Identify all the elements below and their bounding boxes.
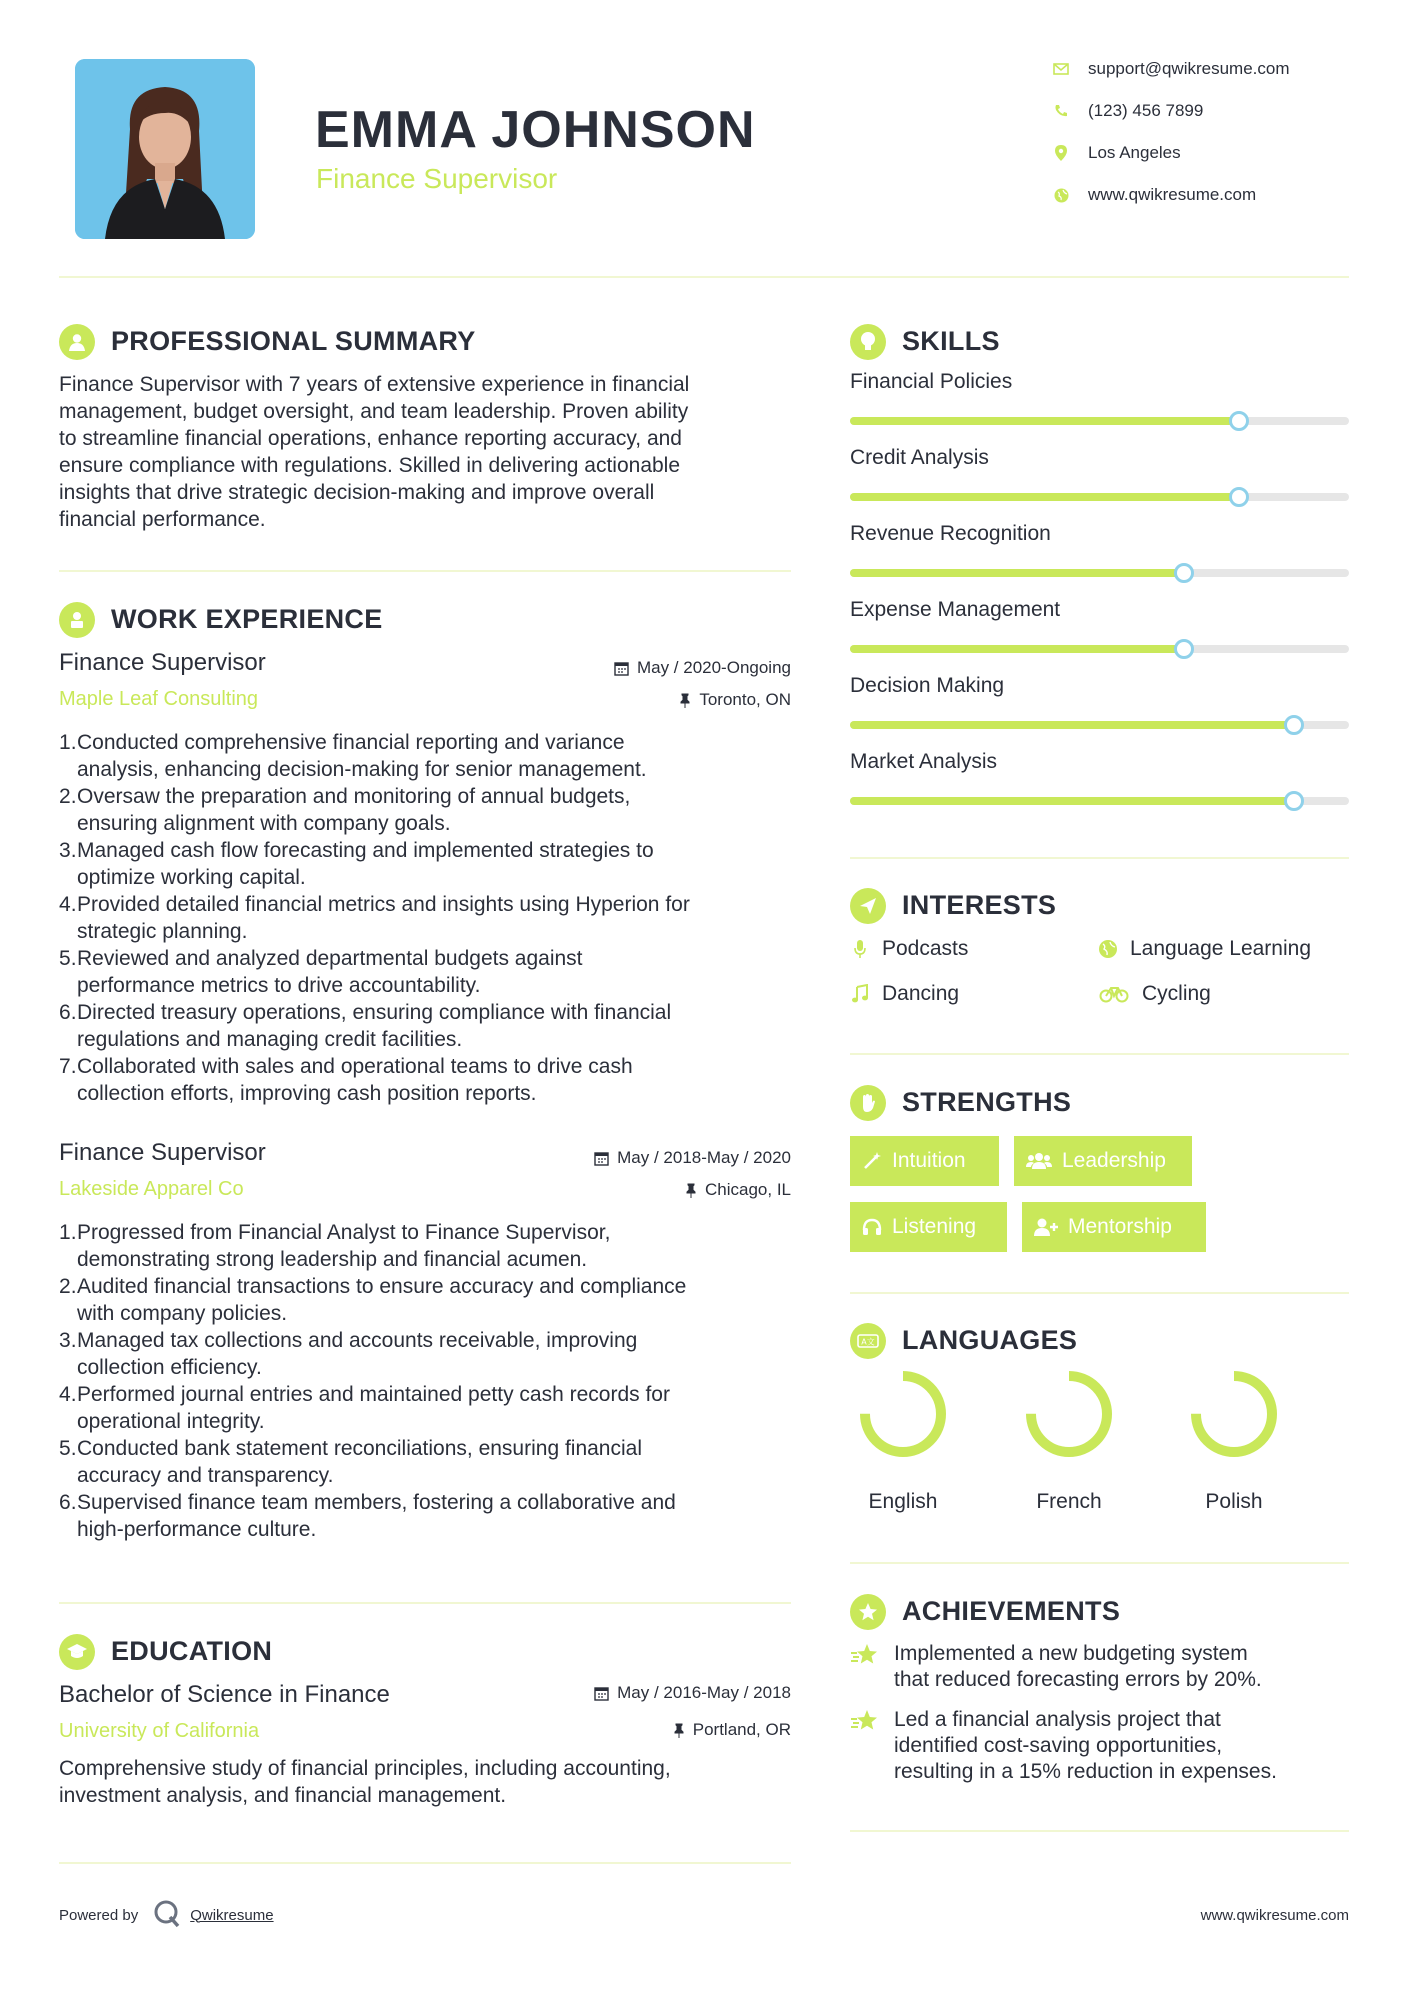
skill-bar	[850, 493, 1349, 501]
interests-heading: INTERESTS	[902, 890, 1057, 920]
list-item: Managed cash flow forecasting and implemented strategies to optimize working capital.	[77, 839, 654, 889]
list-item: Collaborated with sales and operational teams to drive cash collection efforts, improving cash position reports.	[77, 1055, 633, 1105]
education-location: Portland, OR	[500, 1720, 791, 1740]
skill-label: Market Analysis	[850, 750, 998, 773]
bicycle-icon	[1098, 983, 1130, 1005]
qwikresume-logo-icon	[152, 1898, 182, 1932]
interest-item: Dancing	[850, 982, 959, 1006]
education-description: Comprehensive study of financial principles, including accounting, investment analysis, and financial management.	[59, 1757, 671, 1807]
languages-heading: LANGUAGES	[902, 1325, 1078, 1355]
qwikresume-link[interactable]: Qwikresume	[190, 1906, 274, 1924]
list-item: Directed treasury operations, ensuring compliance with financial regulations and managing credit facilities.	[77, 1001, 672, 1051]
job-date: May / 2020-Ongoing	[500, 658, 791, 678]
headphones-icon	[862, 1218, 882, 1236]
footer-powered-by: Powered by Qwikresume	[59, 1898, 274, 1932]
footer-website[interactable]: www.qwikresume.com	[1200, 1907, 1349, 1924]
job-location: Toronto, ON	[500, 690, 791, 710]
lightbulb-icon	[850, 324, 886, 360]
skill-label: Expense Management	[850, 598, 1061, 621]
interest-item: Cycling	[1098, 982, 1211, 1006]
skill-bar-fill	[850, 645, 1184, 653]
section-divider	[59, 570, 791, 572]
contact-phone[interactable]: (123) 456 7899	[1050, 98, 1350, 124]
interest-item: Language Learning	[1098, 937, 1311, 961]
strengths-heading: STRENGTHS	[902, 1087, 1072, 1117]
envelope-icon	[1050, 59, 1072, 79]
list-item: Audited financial transactions to ensure accuracy and compliance with company policies.	[77, 1275, 687, 1325]
language-ring-arc	[1031, 1376, 1107, 1452]
list-item: Progressed from Financial Analyst to Finance Supervisor, demonstrating strong leadership and financial acumen.	[77, 1221, 611, 1271]
pushpin-icon	[685, 1183, 697, 1198]
calendar-icon	[614, 661, 629, 676]
school-name: University of California	[59, 1720, 260, 1742]
list-item: Reviewed and analyzed departmental budgets against performance metrics to drive accountability.	[77, 947, 583, 997]
skill-bar-fill	[850, 797, 1294, 805]
skill-bar-fill	[850, 417, 1239, 425]
language-ring	[1019, 1364, 1119, 1464]
section-divider	[850, 857, 1349, 859]
skill-bar-knob	[1284, 791, 1304, 811]
skill-label: Decision Making	[850, 674, 1005, 697]
star-icon	[850, 1641, 880, 1693]
star-icon	[850, 1707, 880, 1785]
calendar-icon	[594, 1686, 609, 1701]
section-divider	[850, 1562, 1349, 1564]
globe-icon	[1050, 185, 1072, 205]
language-ring	[853, 1364, 953, 1464]
skill-bar	[850, 721, 1349, 729]
strength-tag: Mentorship	[1022, 1202, 1206, 1252]
contact-website[interactable]: www.qwikresume.com	[1050, 182, 1350, 208]
language-ring-arc	[865, 1376, 941, 1452]
calendar-icon	[594, 1151, 609, 1166]
briefcase-icon	[59, 602, 95, 638]
skill-label: Revenue Recognition	[850, 522, 1051, 545]
language-label: English	[868, 1490, 938, 1513]
job-title: Finance Supervisor	[59, 649, 266, 676]
job-company: Maple Leaf Consulting	[59, 688, 259, 710]
list-item: Conducted bank statement reconciliations, ensuring financial accuracy and transparency.	[77, 1437, 643, 1487]
star-badge-icon	[850, 1594, 886, 1630]
list-item: Supervised finance team members, fostering a collaborative and high-performance culture.	[77, 1491, 676, 1541]
svg-text:A文: A文	[861, 1337, 875, 1347]
skill-bar	[850, 645, 1349, 653]
skill-bar-knob	[1229, 411, 1249, 431]
degree-title: Bachelor of Science in Finance	[59, 1681, 390, 1708]
summary-heading: PROFESSIONAL SUMMARY	[111, 326, 476, 356]
candidate-title: Finance Supervisor	[316, 163, 558, 194]
skill-bar	[850, 417, 1349, 425]
skill-label: Credit Analysis	[850, 446, 989, 469]
work-heading: WORK EXPERIENCE	[111, 604, 383, 634]
translate-icon	[850, 1323, 886, 1359]
section-divider	[850, 1830, 1349, 1832]
skills-heading: SKILLS	[902, 326, 1000, 356]
skill-bar	[850, 569, 1349, 577]
list-item: Oversaw the preparation and monitoring of annual budgets, ensuring alignment with company goals.	[77, 785, 631, 835]
list-item: Managed tax collections and accounts receivable, improving collection efficiency.	[77, 1329, 638, 1379]
section-divider	[850, 1292, 1349, 1294]
skill-bar-knob	[1229, 487, 1249, 507]
summary-text: Finance Supervisor with 7 years of extensive experience in financial management, budget oversight, and team leadership. Proven ability to streamline financial operations, enhance reporting accuracy, and ensure compliance with regulations. Skilled in delivering actionable insights that drive strategic decision-making and improve overall financial performance.	[59, 373, 690, 531]
profile-photo	[75, 59, 255, 239]
skill-bar-fill	[850, 569, 1184, 577]
hand-icon	[850, 1085, 886, 1121]
interest-item: Podcasts	[850, 937, 968, 961]
job-date: May / 2018-May / 2020	[500, 1148, 791, 1168]
user-icon	[59, 324, 95, 360]
user-plus-icon	[1034, 1217, 1058, 1237]
list-item: Provided detailed financial metrics and insights using Hyperion for strategic planning.	[77, 893, 690, 943]
music-note-icon	[850, 983, 870, 1005]
microphone-icon	[850, 938, 870, 960]
phone-icon	[1050, 101, 1072, 121]
skill-bar	[850, 797, 1349, 805]
candidate-name: EMMA JOHNSON	[315, 101, 756, 159]
users-icon	[1026, 1151, 1052, 1171]
pushpin-icon	[679, 693, 691, 708]
pushpin-icon	[673, 1723, 685, 1738]
contact-email[interactable]: support@qwikresume.com	[1050, 56, 1350, 82]
job-bullets	[59, 729, 817, 1107]
strength-tag: Intuition	[850, 1136, 999, 1186]
skill-bar-knob	[1284, 715, 1304, 735]
globe-icon	[1098, 938, 1118, 960]
header-divider	[59, 276, 1349, 278]
skill-label: Financial Policies	[850, 370, 1013, 393]
job-bullets	[59, 1219, 817, 1543]
contact-location: Los Angeles	[1050, 140, 1350, 166]
language-ring	[1184, 1364, 1284, 1464]
footer-divider	[59, 1862, 791, 1864]
skill-bar-knob	[1174, 639, 1194, 659]
skill-bar-knob	[1174, 563, 1194, 583]
education-heading: EDUCATION	[111, 1636, 273, 1666]
list-item: Performed journal entries and maintained petty cash records for operational integrity.	[77, 1383, 670, 1433]
section-divider	[59, 1602, 791, 1604]
strength-tag: Leadership	[1014, 1136, 1192, 1186]
language-ring-arc	[1196, 1376, 1272, 1452]
magic-wand-icon	[862, 1151, 882, 1171]
graduation-cap-icon	[59, 1634, 95, 1670]
skill-bar-fill	[850, 493, 1239, 501]
language-label: Polish	[1205, 1490, 1263, 1513]
map-pin-icon	[1050, 143, 1072, 163]
paper-plane-icon	[850, 888, 886, 924]
list-item: Conducted comprehensive financial reporting and variance analysis, enhancing decision-making for senior management.	[77, 731, 647, 781]
achievement-item: Led a financial analysis project that identified cost-saving opportunities, resulting in a 15% reduction in expenses.	[850, 1707, 1349, 1785]
job-title: Finance Supervisor	[59, 1139, 266, 1166]
achievement-item: Implemented a new budgeting system that reduced forecasting errors by 20%.	[850, 1641, 1349, 1693]
job-company: Lakeside Apparel Co	[59, 1178, 244, 1200]
achievements-heading: ACHIEVEMENTS	[902, 1596, 1121, 1626]
skill-bar-fill	[850, 721, 1294, 729]
language-label: French	[1036, 1490, 1102, 1513]
job-location: Chicago, IL	[500, 1180, 791, 1200]
section-divider	[850, 1053, 1349, 1055]
education-date: May / 2016-May / 2018	[500, 1683, 791, 1703]
strength-tag: Listening	[850, 1202, 1007, 1252]
